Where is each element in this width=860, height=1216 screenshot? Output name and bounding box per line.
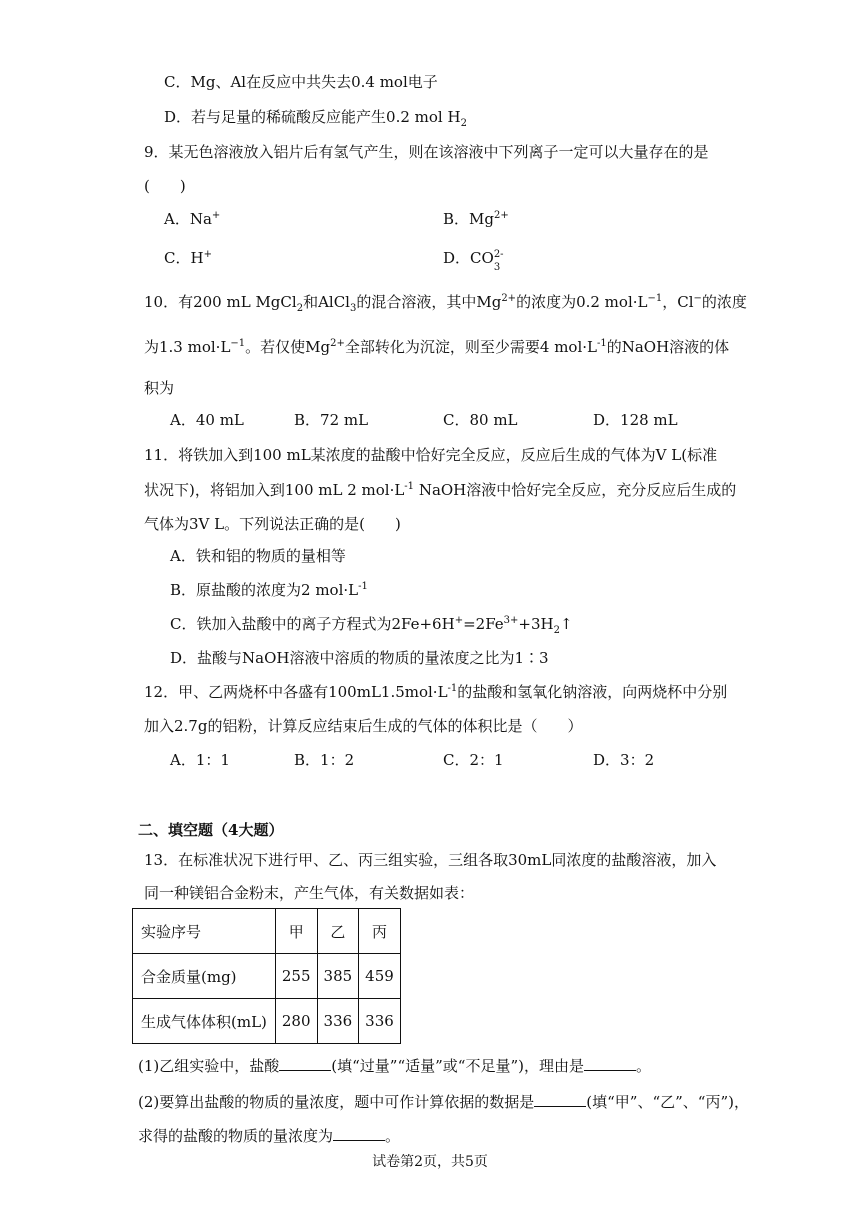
q13-part-2: (2)要算出盐酸的物质的量浓度，题中可作计算依据的数据是 (填“甲”、“乙”、“丙”)，	[138, 1093, 749, 1111]
q11-line-3: 气体为3V L。下列说法正确的是( )	[144, 515, 401, 533]
q10-option-d: D．128 mL	[593, 411, 678, 429]
table-cell: 336	[359, 999, 401, 1044]
table-row	[133, 999, 401, 1044]
q12-option-d: D．3：2	[593, 751, 655, 769]
q10-line-3: 积为	[144, 379, 175, 397]
table-cell: 336	[317, 999, 359, 1044]
table-cell: 385	[317, 954, 359, 999]
q10-line-2: 为1.3 $mol\cdot L^{-1}$。若仅使$Mg^{2+}$全部转化为沉淀，则至少需要4 $mol\cdot L^{-1}$的NaOH溶液的体	[144, 338, 730, 356]
q10-option-c: C．80 mL	[443, 411, 518, 429]
q13-part-1: (1)乙组实验中，盐酸 (填“过量”“适量”或“不足量”)，理由是 。	[138, 1057, 651, 1075]
table-cell: 255	[275, 954, 317, 999]
q12-line-2: 加入2.7g的铝粉，计算反应结束后生成的气体的体积比是（ ）	[144, 717, 583, 735]
q10-line-1: 10．有200 mL MgCl$_2$和AlCl$_3$的混合溶液，其中$Mg^{2+}$的浓度为0.2 $mol\cdot L^{-1}$，Cl−的浓度	[144, 293, 747, 314]
q11-line-1: 11．将铁加入到100 mL某浓度的盐酸中恰好完全反应，反应后生成的气体为V L(标准	[144, 446, 718, 464]
q13-data-table	[132, 908, 401, 1044]
q9-option-d: D．CO 2- 3	[443, 249, 504, 273]
page-footer: 试卷第2页，共5页	[372, 1154, 488, 1170]
q11-option-c: C．铁加入盐酸中的离子方程式为$2Fe+6H^+=2Fe^{3+}+3H_2↑$	[170, 615, 573, 636]
q11-option-d: D．盐酸与NaOH溶液中溶质的物质的量浓度之比为1∶3	[170, 649, 549, 667]
table-cell: 459	[359, 954, 401, 999]
q12-option-c: C．2：1	[443, 751, 504, 769]
q11-option-a: A．铁和铝的物质的量相等	[170, 547, 346, 565]
q9-option-a: A．Na+	[164, 210, 221, 228]
q10-option-b: B．72 mL	[294, 411, 369, 429]
q11-line-2: 状况下)，将铝加入到100 mL 2 $mol\cdot L^{-1}$ NaOH溶液中恰好完全反应，充分反应后生成的	[144, 481, 737, 499]
answer-blank[interactable]	[534, 1092, 586, 1107]
table-header-row	[133, 909, 401, 954]
q8-option-d: D．若与足量的稀硫酸反应能产生0.2 mol $H_2$	[164, 108, 467, 129]
q11-option-b: B．原盐酸的浓度为2 $mol\cdot L^{-1}$	[170, 581, 368, 599]
answer-blank[interactable]	[584, 1056, 636, 1071]
q12-line-1: 12．甲、乙两烧杯中各盛有$100mL1.5mol\cdot L^{-1}$的盐酸和氢氧化钠溶液，向两烧杯中分别	[144, 683, 728, 701]
q13-line-2: 同一种镁铝合金粉末，产生气体，有关数据如表：	[144, 884, 475, 902]
q13-line-1: 13．在标准状况下进行甲、乙、丙三组实验，三组各取30mL同浓度的盐酸溶液，加入	[144, 851, 717, 869]
table-cell: 280	[275, 999, 317, 1044]
table-header-cell: 甲	[275, 909, 317, 954]
table-cell: 生成气体体积(mL)	[133, 999, 276, 1044]
table-cell: 合金质量(mg)	[133, 954, 276, 999]
q10-option-a: A．40 mL	[170, 411, 244, 429]
q8-option-c: C．Mg、Al在反应中共失去0.4 mol电子	[164, 73, 438, 91]
table-header-cell: 实验序号	[133, 909, 276, 954]
section-2-title: 二、填空题（4大题）	[138, 821, 284, 839]
table-header-cell: 乙	[317, 909, 359, 954]
answer-blank[interactable]	[333, 1126, 385, 1141]
answer-blank[interactable]	[279, 1056, 331, 1071]
q9-option-c: C．H+	[164, 249, 212, 267]
q13-part-3: 求得的盐酸的物质的量浓度为 。	[138, 1127, 401, 1145]
q9-stem: 9．某无色溶液放入铝片后有氢气产生，则在该溶液中下列离子一定可以大量存在的是	[144, 143, 709, 161]
q9-option-b: B．$Mg^{2+}$	[443, 210, 509, 228]
table-row	[133, 954, 401, 999]
q12-option-b: B．1：2	[294, 751, 355, 769]
q12-option-a: A．1：1	[170, 751, 230, 769]
table-header-cell: 丙	[359, 909, 401, 954]
q9-paren: ( )	[144, 177, 186, 195]
